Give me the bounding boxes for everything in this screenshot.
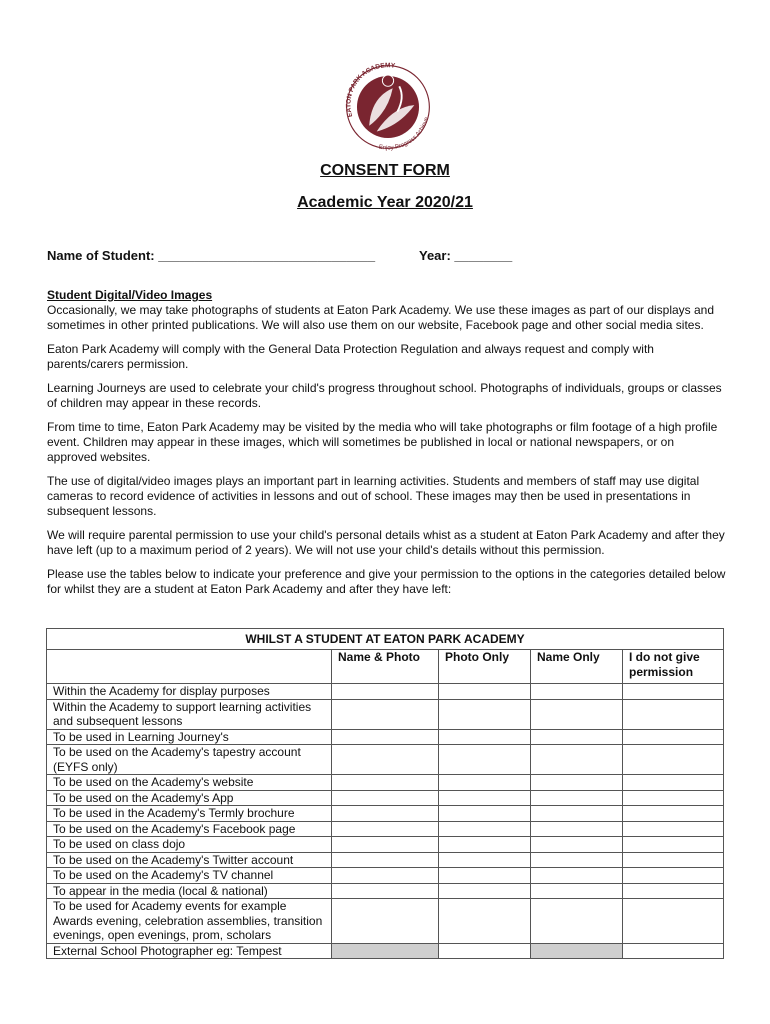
page-subtitle: Academic Year 2020/21 — [297, 194, 473, 211]
consent-checkbox-cell[interactable] — [439, 852, 531, 868]
consent-checkbox-cell[interactable] — [623, 852, 724, 868]
year-field[interactable]: Year: ________ — [419, 248, 513, 263]
table-row — [47, 729, 724, 745]
paragraph: Eaton Park Academy will comply with the General Data Protection Regulation and always request and comply with parents/carers permission. — [47, 342, 654, 371]
paragraph: Occasionally, we may take photographs of students at Eaton Park Academy. We use these images as part of our displays and sometimes in other printed publications. We will also use them on our website, Facebook page and other social media sites. — [47, 303, 715, 332]
row-label: To be used in the Academy's Termly brochure — [47, 806, 332, 822]
table-row — [47, 899, 724, 944]
consent-checkbox-cell[interactable] — [531, 899, 623, 944]
consent-checkbox-cell[interactable] — [531, 943, 623, 959]
row-label: Within the Academy to support learning activities and subsequent lessons — [47, 699, 332, 729]
consent-checkbox-cell[interactable] — [531, 790, 623, 806]
consent-table — [46, 628, 724, 959]
consent-checkbox-cell[interactable] — [623, 699, 724, 729]
consent-checkbox-cell[interactable] — [332, 899, 439, 944]
consent-checkbox-cell[interactable] — [439, 806, 531, 822]
row-label: To be used on the Academy's Twitter account — [47, 852, 332, 868]
col-no-permission: I do not give permission — [623, 650, 724, 684]
paragraph: Learning Journeys are used to celebrate your child's progress throughout school. Photographs of individuals, groups or classes of children may appear in these records. — [47, 381, 722, 410]
logo-text: EATON PARK ACADEMY — [345, 62, 396, 118]
table-row — [47, 821, 724, 837]
row-label: To be used on the Academy's website — [47, 775, 332, 791]
table-row — [47, 684, 724, 700]
row-label: To be used in Learning Journey's — [47, 729, 332, 745]
row-label: To be used on the Academy's TV channel — [47, 868, 332, 884]
consent-checkbox-cell[interactable] — [531, 883, 623, 899]
table-row — [47, 699, 724, 729]
table-header-row — [47, 650, 724, 684]
row-label: To be used on class dojo — [47, 837, 332, 853]
consent-checkbox-cell[interactable] — [623, 790, 724, 806]
consent-checkbox-cell[interactable] — [439, 699, 531, 729]
paragraph: Please use the tables below to indicate your preference and give your permission to the options in the categories detailed below for whilst they are a student at Eaton Park Academy and after they have left: — [47, 567, 726, 596]
row-label: External School Photographer eg: Tempest — [47, 943, 332, 959]
consent-checkbox-cell[interactable] — [439, 729, 531, 745]
consent-checkbox-cell[interactable] — [439, 899, 531, 944]
consent-checkbox-cell[interactable] — [531, 821, 623, 837]
consent-checkbox-cell[interactable] — [439, 821, 531, 837]
consent-checkbox-cell[interactable] — [439, 943, 531, 959]
col-name-photo: Name & Photo — [332, 650, 439, 684]
table-row — [47, 745, 724, 775]
consent-checkbox-cell[interactable] — [531, 684, 623, 700]
header-blank — [47, 650, 332, 684]
table-row — [47, 943, 724, 959]
consent-checkbox-cell[interactable] — [439, 790, 531, 806]
consent-checkbox-cell[interactable] — [623, 899, 724, 944]
consent-checkbox-cell[interactable] — [623, 837, 724, 853]
consent-checkbox-cell[interactable] — [623, 821, 724, 837]
consent-checkbox-cell[interactable] — [623, 868, 724, 884]
consent-checkbox-cell[interactable] — [332, 775, 439, 791]
col-name-only: Name Only — [531, 650, 623, 684]
row-label: Within the Academy for display purposes — [47, 684, 332, 700]
consent-checkbox-cell[interactable] — [623, 684, 724, 700]
table-caption: WHILST A STUDENT AT EATON PARK ACADEMY — [47, 629, 724, 650]
academy-logo — [341, 60, 435, 154]
consent-checkbox-cell[interactable] — [332, 745, 439, 775]
consent-checkbox-cell[interactable] — [531, 852, 623, 868]
row-label: To be used on the Academy's App — [47, 790, 332, 806]
paragraph: We will require parental permission to use your child's personal details whist as a student at Eaton Park Academy and after they have left (up to a maximum period of 2 years). We will not use your child's details without this permission. — [47, 528, 725, 557]
consent-checkbox-cell[interactable] — [332, 821, 439, 837]
consent-checkbox-cell[interactable] — [439, 745, 531, 775]
table-row — [47, 883, 724, 899]
table-row — [47, 852, 724, 868]
consent-checkbox-cell[interactable] — [623, 943, 724, 959]
consent-checkbox-cell[interactable] — [623, 745, 724, 775]
consent-checkbox-cell[interactable] — [531, 775, 623, 791]
consent-checkbox-cell[interactable] — [332, 852, 439, 868]
consent-checkbox-cell[interactable] — [332, 837, 439, 853]
consent-checkbox-cell[interactable] — [531, 837, 623, 853]
consent-checkbox-cell[interactable] — [332, 684, 439, 700]
consent-checkbox-cell[interactable] — [439, 775, 531, 791]
page-title: CONSENT FORM — [320, 162, 450, 179]
col-photo-only: Photo Only — [439, 650, 531, 684]
consent-checkbox-cell[interactable] — [332, 729, 439, 745]
row-label: To be used for Academy events for example Awards evening, celebration assemblies, transition evenings, open evenings, prom, scholars — [47, 899, 332, 944]
consent-checkbox-cell[interactable] — [531, 868, 623, 884]
row-label: To appear in the media (local & national) — [47, 883, 332, 899]
consent-checkbox-cell[interactable] — [623, 883, 724, 899]
consent-checkbox-cell[interactable] — [623, 729, 724, 745]
consent-section — [47, 288, 727, 606]
student-name-field[interactable]: Name of Student: ______________________________ — [47, 248, 376, 263]
consent-checkbox-cell[interactable] — [439, 684, 531, 700]
table-row — [47, 837, 724, 853]
consent-checkbox-cell[interactable] — [439, 868, 531, 884]
logo-motto: Enjoy Progress Achieve — [378, 116, 431, 152]
consent-checkbox-cell[interactable] — [332, 806, 439, 822]
consent-checkbox-cell[interactable] — [332, 790, 439, 806]
consent-checkbox-cell[interactable] — [439, 883, 531, 899]
consent-checkbox-cell[interactable] — [623, 806, 724, 822]
table-row — [47, 775, 724, 791]
consent-checkbox-cell[interactable] — [531, 806, 623, 822]
consent-checkbox-cell[interactable] — [332, 943, 439, 959]
paragraph: The use of digital/video images plays an important part in learning activities. Students and members of staff may use digital cameras to record evidence of activities in lessons and out of school. These images may then be used in presentations in subsequent lessons. — [47, 474, 700, 518]
table-row — [47, 790, 724, 806]
consent-checkbox-cell[interactable] — [623, 775, 724, 791]
section-heading: Student Digital/Video Images — [47, 288, 213, 302]
row-label: To be used on the Academy's tapestry account (EYFS only) — [47, 745, 332, 775]
consent-checkbox-cell[interactable] — [439, 837, 531, 853]
consent-checkbox-cell[interactable] — [332, 883, 439, 899]
table-row — [47, 806, 724, 822]
consent-checkbox-cell[interactable] — [332, 868, 439, 884]
consent-checkbox-cell[interactable] — [531, 729, 623, 745]
consent-checkbox-cell[interactable] — [531, 699, 623, 729]
consent-checkbox-cell[interactable] — [332, 699, 439, 729]
paragraph: From time to time, Eaton Park Academy may be visited by the media who will take photographs or film footage of a high profile event. Children may appear in these images, which will sometimes be published in local or national newspapers, or on approved websites. — [47, 420, 718, 464]
table-row — [47, 868, 724, 884]
row-label: To be used on the Academy's Facebook page — [47, 821, 332, 837]
consent-checkbox-cell[interactable] — [531, 745, 623, 775]
